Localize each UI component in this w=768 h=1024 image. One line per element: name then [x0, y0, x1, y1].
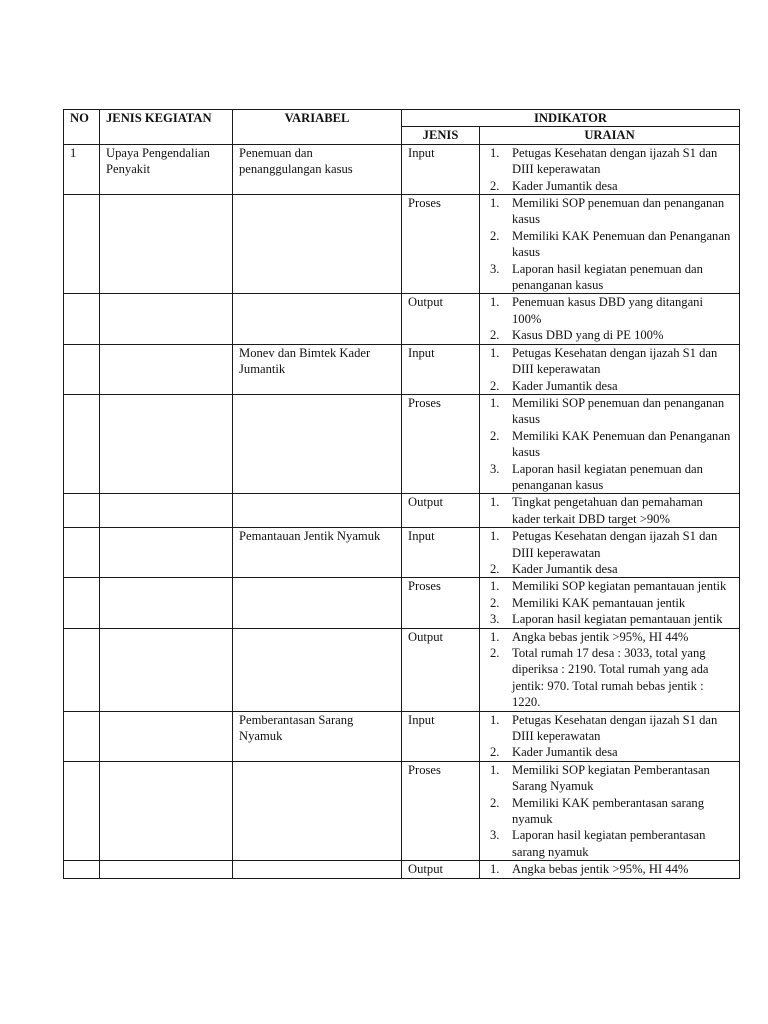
uraian-item	[486, 178, 733, 194]
cell-variabel	[233, 195, 402, 294]
uraian-text: Laporan hasil kegiatan penemuan dan penanganan kasus	[512, 461, 703, 492]
uraian-item	[486, 762, 733, 795]
header-variabel: VARIABEL	[233, 110, 402, 145]
uraian-text: Memiliki KAK Penemuan dan Penanganan kasus	[512, 228, 731, 260]
uraian-item	[486, 827, 733, 860]
cell-no	[64, 195, 100, 294]
uraian-list	[486, 195, 733, 293]
uraian-item	[486, 195, 733, 228]
uraian-item	[486, 595, 733, 611]
list-number: 1.	[490, 762, 500, 777]
uraian-text: Laporan hasil kegiatan pemantauan jentik	[512, 612, 723, 627]
uraian-text: Memiliki KAK Penemuan dan Penanganan kasus	[512, 428, 731, 460]
uraian-list	[486, 145, 733, 194]
uraian-item	[486, 494, 733, 527]
list-number: 2.	[490, 745, 500, 760]
list-number: 1.	[490, 295, 500, 310]
uraian-item	[486, 629, 733, 645]
list-number: 2.	[490, 646, 500, 660]
table-row	[64, 628, 740, 711]
cell-uraian	[480, 144, 740, 194]
uraian-item	[486, 578, 733, 594]
uraian-item	[486, 327, 733, 343]
cell-jenis-kegiatan	[100, 528, 233, 578]
cell-jenis: Input	[402, 528, 480, 578]
cell-jenis: Output	[402, 861, 480, 878]
uraian-text: Total rumah 17 desa : 3033, total yang diperiksa : 2190. Total rumah yang ada jentik: 970. Total rumah bebas jentik : 1220.	[512, 646, 709, 710]
uraian-list	[486, 528, 733, 577]
table-row	[64, 578, 740, 628]
uraian-item	[486, 345, 733, 378]
cell-variabel	[233, 394, 402, 493]
table-row	[64, 394, 740, 493]
header-row-top	[64, 110, 740, 127]
uraian-text: Kader Jumantik desa	[512, 178, 618, 193]
uraian-list	[486, 294, 733, 343]
list-number: 1.	[490, 529, 500, 544]
cell-jenis-kegiatan	[100, 344, 233, 394]
cell-jenis: Output	[402, 628, 480, 711]
uraian-item	[486, 645, 733, 711]
cell-no	[64, 528, 100, 578]
list-number: 2.	[490, 795, 500, 810]
cell-variabel	[233, 494, 402, 528]
cell-uraian	[480, 711, 740, 761]
uraian-text: Kasus DBD yang di PE 100%	[512, 328, 664, 343]
header-no: NO	[64, 110, 100, 145]
list-number: 1.	[490, 579, 500, 594]
uraian-text: Laporan hasil kegiatan pemberantasan sarang nyamuk	[512, 828, 706, 859]
cell-uraian	[480, 344, 740, 394]
cell-uraian	[480, 861, 740, 878]
uraian-item	[486, 611, 733, 627]
uraian-text: Memiliki KAK pemberantasan sarang nyamuk	[512, 795, 704, 827]
table-row	[64, 528, 740, 578]
cell-jenis-kegiatan	[100, 294, 233, 344]
cell-variabel: Pemantauan Jentik Nyamuk	[233, 528, 402, 578]
cell-uraian	[480, 294, 740, 344]
cell-variabel: Penemuan dan penanggulangan kasus	[233, 144, 402, 194]
table-row	[64, 711, 740, 761]
table-row	[64, 494, 740, 528]
uraian-item	[486, 428, 733, 461]
table-row	[64, 144, 740, 194]
list-number: 3.	[490, 612, 500, 627]
uraian-text: Petugas Kesehatan dengan ijazah S1 dan DIII keperawatan	[512, 145, 718, 177]
cell-jenis-kegiatan	[100, 494, 233, 528]
cell-jenis-kegiatan	[100, 394, 233, 493]
uraian-text: Penemuan kasus DBD yang ditangani 100%	[512, 295, 703, 326]
cell-uraian	[480, 494, 740, 528]
uraian-item	[486, 461, 733, 494]
table-row	[64, 344, 740, 394]
uraian-list	[486, 712, 733, 761]
uraian-list	[486, 345, 733, 394]
uraian-list	[486, 762, 733, 860]
uraian-item	[486, 294, 733, 327]
uraian-text: Memiliki SOP kegiatan Pemberantasan Sarang Nyamuk	[512, 762, 710, 794]
uraian-text: Angka bebas jentik >95%, HI 44%	[512, 862, 689, 877]
cell-uraian	[480, 578, 740, 628]
cell-jenis: Proses	[402, 394, 480, 493]
uraian-item	[486, 744, 733, 760]
list-number: 2.	[490, 561, 500, 576]
cell-variabel	[233, 761, 402, 860]
cell-no: 1	[64, 144, 100, 194]
list-number: 1.	[490, 712, 500, 727]
uraian-list	[486, 861, 733, 877]
list-number: 3.	[490, 261, 500, 276]
cell-no	[64, 578, 100, 628]
indikator-table	[63, 109, 740, 879]
uraian-item	[486, 528, 733, 561]
cell-variabel	[233, 628, 402, 711]
cell-jenis: Output	[402, 494, 480, 528]
uraian-text: Kader Jumantik desa	[512, 378, 618, 393]
uraian-list	[486, 395, 733, 493]
list-number: 2.	[490, 228, 500, 243]
cell-jenis-kegiatan	[100, 861, 233, 878]
cell-no	[64, 394, 100, 493]
cell-uraian	[480, 628, 740, 711]
cell-jenis-kegiatan	[100, 628, 233, 711]
list-number: 1.	[490, 345, 500, 360]
uraian-text: Memiliki SOP kegiatan pemantauan jentik	[512, 579, 727, 594]
list-number: 1.	[490, 495, 500, 510]
cell-jenis-kegiatan: Upaya Pengendalian Penyakit	[100, 144, 233, 194]
cell-no	[64, 761, 100, 860]
uraian-item	[486, 712, 733, 745]
cell-variabel	[233, 578, 402, 628]
cell-no	[64, 628, 100, 711]
table-row	[64, 195, 740, 294]
table-header	[64, 110, 740, 145]
list-number: 2.	[490, 328, 500, 343]
uraian-list	[486, 494, 733, 527]
cell-no	[64, 344, 100, 394]
cell-jenis: Input	[402, 711, 480, 761]
cell-variabel: Pemberantasan Sarang Nyamuk	[233, 711, 402, 761]
cell-uraian	[480, 761, 740, 860]
table-row	[64, 761, 740, 860]
header-jenis: JENIS	[402, 127, 480, 144]
uraian-item	[486, 395, 733, 428]
cell-jenis: Proses	[402, 195, 480, 294]
header-indikator: INDIKATOR	[402, 110, 740, 127]
list-number: 1.	[490, 145, 500, 160]
uraian-item	[486, 861, 733, 877]
list-number: 1.	[490, 395, 500, 410]
uraian-text: Memiliki KAK pemantauan jentik	[512, 595, 686, 610]
table-body	[64, 144, 740, 878]
cell-uraian	[480, 195, 740, 294]
header-uraian: URAIAN	[480, 127, 740, 144]
list-number: 3.	[490, 461, 500, 476]
cell-jenis-kegiatan	[100, 195, 233, 294]
uraian-text: Memiliki SOP penemuan dan penanganan kasus	[512, 395, 725, 427]
cell-variabel	[233, 861, 402, 878]
uraian-text: Kader Jumantik desa	[512, 561, 618, 576]
uraian-text: Memiliki SOP penemuan dan penanganan kasus	[512, 196, 725, 227]
cell-no	[64, 294, 100, 344]
list-number: 3.	[490, 828, 500, 843]
table-row	[64, 861, 740, 878]
header-jenis-kegiatan: JENIS KEGIATAN	[100, 110, 233, 145]
uraian-item	[486, 378, 733, 394]
uraian-text: Laporan hasil kegiatan penemuan dan penanganan kasus	[512, 261, 703, 293]
uraian-text: Kader Jumantik desa	[512, 745, 618, 760]
cell-jenis: Proses	[402, 761, 480, 860]
cell-jenis: Input	[402, 344, 480, 394]
uraian-item	[486, 795, 733, 828]
list-number: 2.	[490, 178, 500, 193]
cell-uraian	[480, 394, 740, 493]
cell-jenis: Input	[402, 144, 480, 194]
uraian-item	[486, 145, 733, 178]
uraian-text: Petugas Kesehatan dengan ijazah S1 dan DIII keperawatan	[512, 345, 718, 377]
uraian-list	[486, 629, 733, 711]
cell-jenis-kegiatan	[100, 711, 233, 761]
cell-no	[64, 861, 100, 878]
cell-no	[64, 494, 100, 528]
cell-jenis-kegiatan	[100, 578, 233, 628]
cell-uraian	[480, 528, 740, 578]
cell-no	[64, 711, 100, 761]
uraian-item	[486, 228, 733, 261]
cell-jenis-kegiatan	[100, 761, 233, 860]
list-number: 1.	[490, 629, 500, 644]
cell-variabel: Monev dan Bimtek Kader Jumantik	[233, 344, 402, 394]
cell-jenis: Output	[402, 294, 480, 344]
cell-variabel	[233, 294, 402, 344]
table-row	[64, 294, 740, 344]
list-number: 2.	[490, 595, 500, 610]
list-number: 2.	[490, 428, 500, 443]
uraian-text: Angka bebas jentik >95%, HI 44%	[512, 629, 689, 644]
list-number: 1.	[490, 196, 500, 211]
list-number: 2.	[490, 378, 500, 393]
uraian-text: Petugas Kesehatan dengan ijazah S1 dan DIII keperawatan	[512, 712, 718, 744]
uraian-text: Tingkat pengetahuan dan pemahaman kader terkait DBD target >90%	[512, 495, 703, 526]
uraian-list	[486, 578, 733, 627]
cell-jenis: Proses	[402, 578, 480, 628]
uraian-item	[486, 261, 733, 294]
uraian-text: Petugas Kesehatan dengan ijazah S1 dan DIII keperawatan	[512, 529, 718, 560]
list-number: 1.	[490, 862, 500, 877]
uraian-item	[486, 561, 733, 577]
